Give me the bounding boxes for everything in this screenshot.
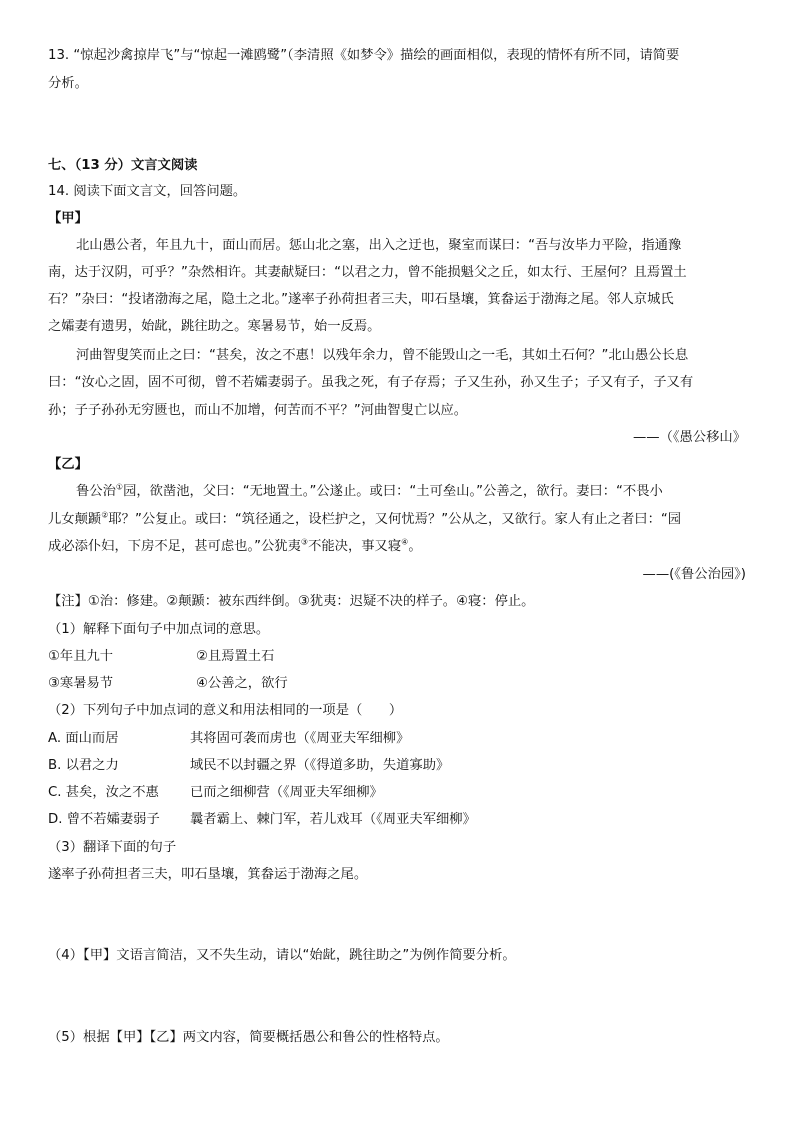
option-a-right: 其将固可袭而虏也（《周亚夫军细柳》 [190,731,410,746]
jia-line: 曰：“汝心之固，固不可彻，曾不若孀妻弱子。虽我之死，有子存焉；子又生孙，孙又生子；子又有子，子又有 [48,375,694,390]
option-d-left: D. 曾不若孀妻弱子 [48,812,160,827]
yi-source: ——(《鲁公治园》) [642,567,746,582]
q13-line1: 13. “惊起沙禽掠岸飞”与“惊起一滩鸥鹭”（李清照《如梦令》描绘的画面相似，表现的情怀有所不同，请简要 [48,48,680,63]
jia-line: 南，达于汉阴，可乎？”杂然相许。其妻献疑曰：“以君之力，曾不能损魁父之丘，如太行、王屋何？且焉置土 [48,265,687,280]
yi-label: 【乙】 [48,457,88,472]
jia-line: 石？”杂曰：“投诸渤海之尾，隐土之北。”遂率子孙荷担者三夫，叩石垦壤，箕畚运于渤海之尾。邻人京城氏 [48,292,674,307]
section7-title: 七、（13 分）文言文阅读 [48,158,198,173]
yi-line: 鲁公治①园，欲凿池，父曰：“无地置土。”公遂止。或曰：“土可垒山。”公善之，欲行。妻曰：“不畏小 [76,482,663,499]
option-b-right: 域民不以封疆之界（《得道多助，失道寡助》 [190,758,450,773]
sub2-title: （2）下列句子中加点词的意义和用法相同的一项是（ ） [48,703,403,718]
note-marker: ① [115,482,124,492]
jia-line: 河曲智叟笑而止之曰：“甚矣，汝之不惠！以残年余力，曾不能毁山之一毛，其如土石何？”北山愚公长息 [76,348,689,363]
jia-line: 孙；子子孙孙无穷匮也，而山不加增，何苦而不平？”河曲智叟亡以应。 [48,403,468,418]
option-b-left: B. 以君之力 [48,758,119,773]
sub1-title: （1）解释下面句子中加点词的意思。 [48,622,270,637]
sub1-item: ④公善之，欲行 [196,676,288,691]
option-c-right: 已而之细柳营（《周亚夫军细柳》 [190,785,383,800]
sub5: （5）根据【甲】【乙】两文内容，简要概括愚公和鲁公的性格特点。 [48,1030,449,1045]
sub1-item: ③寒暑易节 [48,676,114,691]
notes: 【注】①治：修建。②颠踬：被东西绊倒。③犹夷：迟疑不决的样子。④寝：停止。 [48,594,535,609]
jia-line: 北山愚公者，年且九十，面山而居。惩山北之塞，出入之迂也，聚室而谋曰：“吾与汝毕力平险，指通豫 [76,238,682,253]
sub1-item: ①年且九十 [48,649,114,664]
option-a-left: A. 面山而居 [48,731,119,746]
yi-line: 儿女颠踬②耶？”公复止。或曰：“筑径通之，设栏护之，又何忧焉？”公从之，又欲行。家人有止之者曰：“园 [48,510,682,527]
sub1-item: ②且焉置土石 [196,649,275,664]
jia-label: 【甲】 [48,211,88,226]
note-marker: ② [101,510,109,520]
q13-line2: 分析。 [48,76,88,91]
note-marker: ③ [300,537,309,547]
sub3-sentence: 遂率子孙荷担者三夫，叩石垦壤，箕畚运于渤海之尾。 [48,867,368,882]
jia-line: 之孀妻有遗男，始龀，跳往助之。寒暑易节，始一反焉。 [48,319,381,334]
option-d-right: 曩者霸上、棘门军，若儿戏耳（《周亚夫军细柳》 [190,812,476,827]
yi-line: 成必添仆妇，下房不足，甚可虑也。”公犹夷③不能决，事又寝④。 [48,537,422,554]
jia-source: ——（《愚公移山》 [632,430,746,445]
option-c-left: C. 甚矣，汝之不惠 [48,785,159,800]
note-marker: ④ [401,537,409,547]
sub4: （4）【甲】文语言简洁，又不失生动，请以“始龀，跳往助之”为例作简要分析。 [48,948,516,963]
sub3-title: （3）翻译下面的句子 [48,840,177,855]
q14-intro: 14. 阅读下面文言文，回答问题。 [48,184,247,199]
